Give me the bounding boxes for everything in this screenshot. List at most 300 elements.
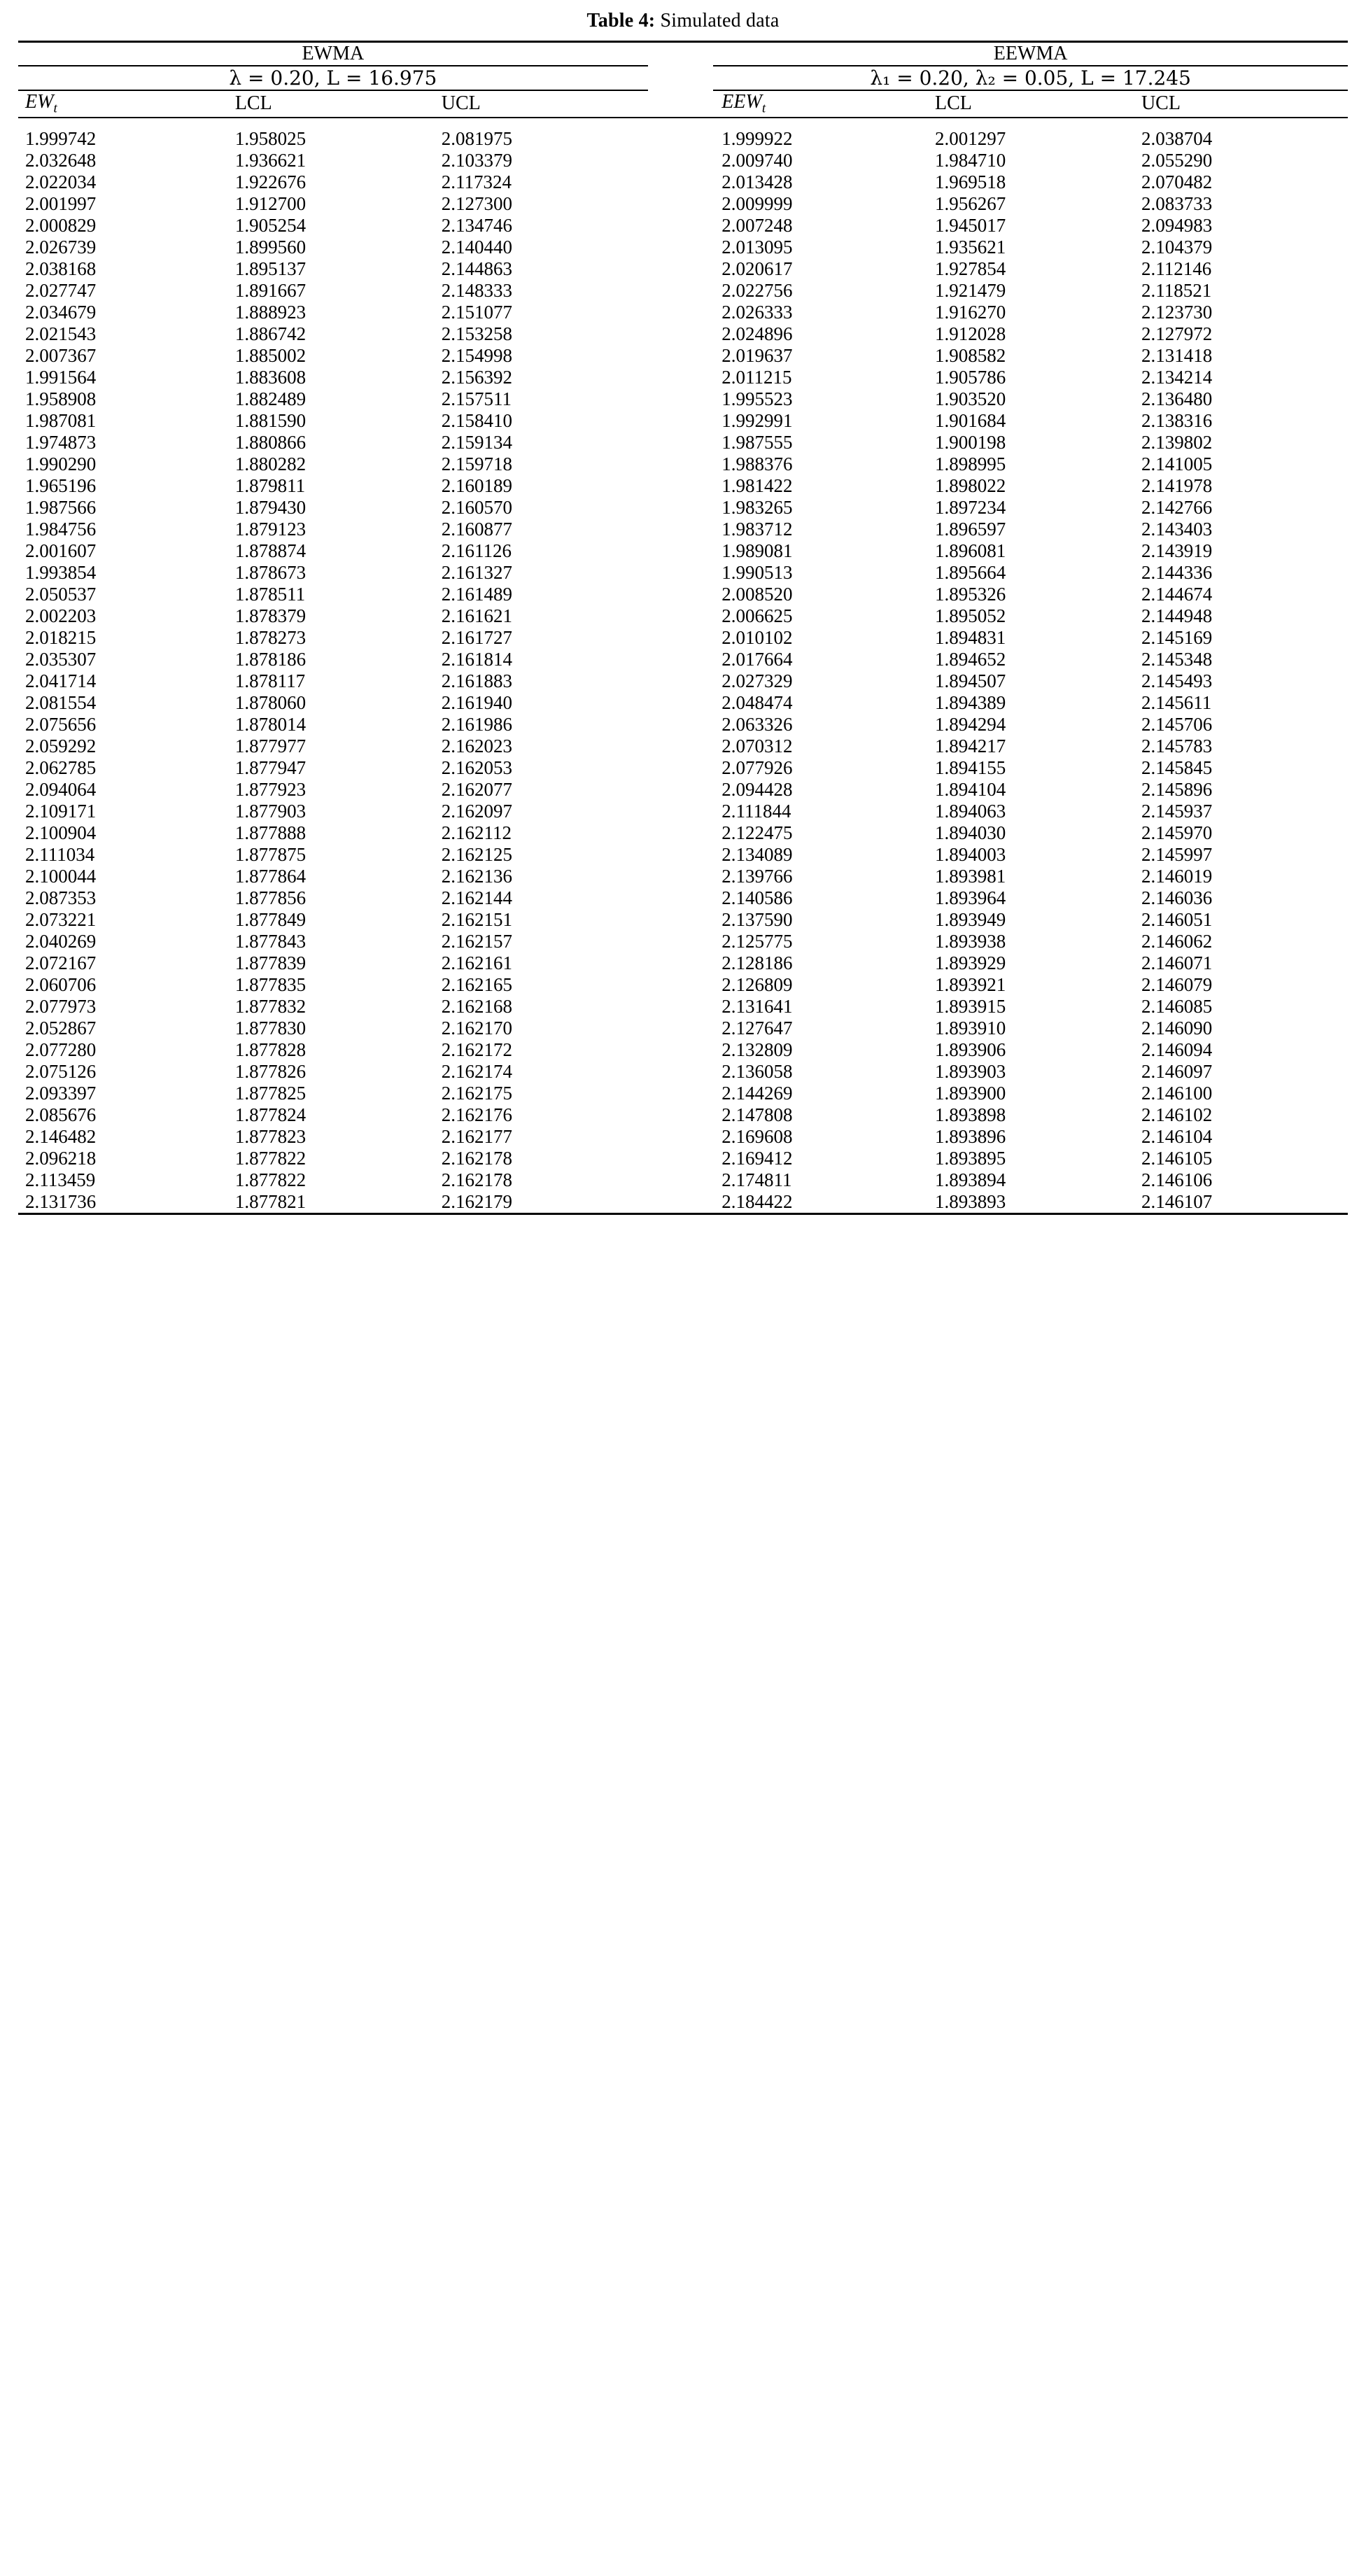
table-cell: 1.999742 [25,127,97,149]
table-cell: 2.145970 [1141,822,1213,843]
table-cell: 2.059292 [25,735,97,756]
table-cell: 2.134746 [441,214,513,236]
table-cell: 2.184422 [713,1191,935,1214]
table-cell: 1.878273 [234,626,307,648]
table-cell: 2.162176 [441,1104,513,1125]
table-cell: 1.969518 [935,171,1006,192]
table-cell: 2.077926 [721,756,793,778]
row-gap-cell [648,866,714,887]
table-cell: 1.893903 [935,1060,1006,1082]
table-cell: 2.001297 [935,127,1006,149]
table-row [18,844,1348,866]
table-cell: 1.877828 [234,1039,307,1060]
table-row [18,497,1348,519]
table-cell: 2.000829 [25,214,97,236]
table-cell: 1.877823 [234,1125,307,1147]
table-cell: 2.070482 [1141,171,1213,192]
row-gap-cell [648,519,714,540]
table-cell: 2.007367 [25,344,97,366]
table-cell: 1.891667 [234,279,307,301]
table-row [18,280,1348,302]
table-cell: 1.916270 [935,301,1006,323]
table-row [18,171,1348,193]
row-gap-cell [648,996,714,1018]
table-row [18,1039,1348,1061]
table-cell: 2.118521 [1141,279,1212,301]
row-gap-cell [648,475,714,497]
row-gap-cell [648,909,714,931]
simulated-data-table [18,41,1348,1215]
column-header-ewt-sub: t [53,101,57,116]
table-cell: 2.162178 [441,1169,513,1190]
row-gap-cell [648,150,714,171]
table-cell: 2.145169 [1141,626,1213,648]
column-header-ewt [18,90,235,118]
table-cell: 2.131418 [1141,344,1213,366]
table-cell: 1.879811 [234,474,306,496]
table-caption [18,10,1348,32]
table-cell: 2.160877 [441,518,513,540]
column-header-eewt [713,90,935,118]
table-cell: 1.893938 [935,930,1006,952]
table-cell: 2.111844 [721,800,791,822]
row-gap-cell [648,1018,714,1039]
table-cell: 1.987555 [721,431,793,453]
table-cell: 2.075656 [25,713,97,735]
row-gap-cell [648,714,714,736]
table-cell: 2.140440 [441,236,513,258]
table-cell: 1.893910 [935,1017,1006,1039]
table-cell: 1.877822 [234,1169,307,1190]
table-cell: 2.144674 [1141,583,1213,605]
table-cell: 1.878379 [234,605,307,626]
table-row [18,627,1348,649]
table-cell: 1.896597 [935,518,1006,540]
table-cell: 1.893915 [935,995,1006,1017]
table-cell: 2.022756 [721,279,793,301]
table-cell: 1.987081 [25,409,97,431]
table-cell: 2.009999 [721,192,793,214]
table-cell: 2.094064 [25,778,97,800]
table-cell: 2.145706 [1141,713,1213,735]
table-row [18,150,1348,171]
table-row [18,323,1348,345]
table-cell: 2.145348 [1141,648,1213,670]
table-cell: 1.877835 [234,973,307,995]
table-cell: 1.897234 [935,496,1006,518]
table-row [18,1061,1348,1083]
table-cell: 1.905254 [234,214,307,236]
table-cell: 1.912028 [935,323,1006,344]
table-cell: 2.100904 [25,822,97,843]
column-header-lcl-right: LCL [935,90,1141,118]
table-cell: 2.139766 [721,865,793,887]
table-cell: 2.026333 [721,301,793,323]
row-gap-cell [648,1126,714,1148]
params-right: λ₁ = 0.20, λ₂ = 0.05, L = 17.245 [713,66,1348,90]
table-cell: 1.984710 [935,149,1006,171]
row-gap-cell [648,1191,714,1214]
table-row [18,605,1348,627]
table-cell: 1.878874 [234,540,307,561]
row-gap-cell [648,118,714,150]
table-cell: 2.146106 [1141,1169,1213,1190]
table-cell: 2.146097 [1141,1060,1213,1082]
table-cell: 2.062785 [25,756,97,778]
table-cell: 2.161814 [441,648,513,670]
table-cell: 1.895137 [234,258,307,279]
row-gap-cell [648,1083,714,1104]
caption-text: Simulated data [660,10,780,31]
table-cell: 1.877864 [234,865,307,887]
table-row [18,952,1348,974]
table-cell: 2.019637 [721,344,793,366]
table-row [18,1191,1348,1214]
table-cell: 2.127972 [1141,323,1213,344]
table-cell: 2.010102 [721,626,793,648]
table-cell: 1.877875 [234,843,307,865]
table-cell: 2.017664 [721,648,793,670]
table-cell: 2.093397 [25,1082,97,1104]
table-cell: 2.162136 [441,865,513,887]
table-cell: 2.162077 [441,778,513,800]
table-cell: 1.974873 [25,431,97,453]
table-cell: 1.898022 [935,474,1006,496]
table-cell: 2.144863 [441,258,513,279]
table-row [18,345,1348,367]
row-gap-cell [648,367,714,388]
table-cell: 1.922676 [234,171,307,192]
table-row [18,302,1348,323]
table-cell: 2.162174 [441,1060,513,1082]
row-gap-cell [648,280,714,302]
table-cell: 2.001997 [25,192,97,214]
table-cell: 1.901684 [935,409,1006,431]
table-cell: 1.877977 [234,735,307,756]
table-row [18,193,1348,215]
table-cell: 2.146102 [1141,1104,1213,1125]
table-cell: 2.018215 [25,626,97,648]
table-cell: 2.161126 [441,540,512,561]
table-cell: 1.894063 [935,800,1006,822]
table-row [18,866,1348,887]
table-cell: 2.162157 [441,930,513,952]
table-cell: 1.877824 [234,1104,307,1125]
table-cell: 2.146107 [1141,1191,1348,1214]
table-cell: 2.087353 [25,887,97,908]
table-cell: 1.886742 [234,323,307,344]
table-cell: 2.144948 [1141,605,1213,626]
table-cell: 1.883608 [234,366,307,388]
table-cell: 1.894831 [935,626,1006,648]
table-cell: 2.160570 [441,496,513,518]
table-cell: 2.007248 [721,214,793,236]
table-cell: 2.140586 [721,887,793,908]
table-cell: 1.912700 [234,192,307,214]
table-row [18,822,1348,844]
table-cell: 1.984756 [25,518,97,540]
table-cell: 2.035307 [25,648,97,670]
table-cell: 2.060706 [25,973,97,995]
row-gap-cell [648,1061,714,1083]
table-cell: 1.894507 [935,670,1006,691]
table-cell: 2.131736 [18,1191,235,1214]
row-gap-cell [648,757,714,779]
table-row [18,1018,1348,1039]
table-cell: 1.894294 [935,713,1006,735]
table-cell: 1.877888 [234,822,307,843]
table-cell: 2.143403 [1141,518,1213,540]
table-cell: 2.109171 [25,800,97,822]
table-row [18,1148,1348,1169]
table-cell: 2.146071 [1141,952,1213,973]
table-cell: 1.878060 [234,691,307,713]
table-cell: 1.905786 [935,366,1006,388]
table-cell: 2.169412 [721,1147,793,1169]
table-cell: 2.162161 [441,952,513,973]
table-row [18,909,1348,931]
table-cell: 2.139802 [1141,431,1213,453]
table-cell: 1.893921 [935,973,1006,995]
table-cell: 1.983265 [721,496,793,518]
table-row [18,779,1348,801]
table-cell: 1.877826 [234,1060,307,1082]
row-gap-cell [648,345,714,367]
table-cell: 1.900198 [935,431,1006,453]
row-gap-cell [648,171,714,193]
table-cell: 2.145783 [1141,735,1213,756]
table-cell: 2.157511 [441,388,512,409]
table-row [18,931,1348,952]
table-cell: 1.882489 [234,388,307,409]
table-cell: 2.113459 [25,1169,96,1190]
table-cell: 2.146482 [25,1125,97,1147]
table-cell: 2.038168 [25,258,97,279]
column-header-eewt-label: EEW [721,91,762,113]
table-cell: 1.894003 [935,843,1006,865]
table-cell: 2.050537 [25,583,97,605]
table-cell: 2.063326 [721,713,793,735]
row-gap-cell [648,388,714,410]
column-header-row [18,90,1348,118]
table-row [18,453,1348,475]
table-cell: 1.878511 [234,583,306,605]
table-cell: 2.127647 [721,1017,793,1039]
group-gap [648,42,714,66]
table-row [18,540,1348,562]
table-cell: 1.893900 [935,1082,1006,1104]
table-cell: 1.881590 [234,409,307,431]
table-cell: 2.009740 [721,149,793,171]
table-row [18,974,1348,996]
table-cell: 1.893896 [935,1125,1006,1147]
table-cell: 2.143919 [1141,540,1213,561]
table-cell: 1.877947 [234,756,307,778]
table-cell: 1.990290 [25,453,97,474]
table-cell: 2.156392 [441,366,513,388]
table-cell: 1.990513 [721,561,793,583]
table-cell: 2.147808 [721,1104,793,1125]
table-cell: 2.162144 [441,887,513,908]
table-row [18,432,1348,453]
table-cell: 2.148333 [441,279,513,301]
table-cell: 2.161727 [441,626,513,648]
table-cell: 1.878673 [234,561,307,583]
table-cell: 2.083733 [1141,192,1213,214]
table-cell: 2.145896 [1141,778,1213,800]
params-gap [648,66,714,90]
row-gap-cell [648,931,714,952]
table-cell: 1.898995 [935,453,1006,474]
table-cell: 2.077973 [25,995,97,1017]
row-gap-cell [648,1148,714,1169]
table-cell: 2.141978 [1141,474,1213,496]
table-cell: 2.100044 [25,865,97,887]
table-cell: 2.073221 [25,908,97,930]
table-cell: 1.893894 [935,1169,1006,1190]
table-cell: 2.162170 [441,1017,513,1039]
table-cell: 2.137590 [721,908,793,930]
table-cell: 2.134089 [721,843,793,865]
table-cell: 1.877923 [234,778,307,800]
table-cell: 2.027747 [25,279,97,301]
table-cell: 1.885002 [234,344,307,366]
row-gap-cell [648,779,714,801]
table-cell: 2.122475 [721,822,793,843]
table-cell: 2.112146 [1141,258,1212,279]
row-gap-cell [648,649,714,670]
table-cell: 1.878014 [234,713,307,735]
table-cell: 2.094428 [721,778,793,800]
row-gap-cell [648,1104,714,1126]
table-cell: 2.144269 [721,1082,793,1104]
row-gap-cell [648,584,714,605]
table-row [18,584,1348,605]
table-cell: 2.026739 [25,236,97,258]
table-cell: 1.999922 [721,127,793,149]
table-row [18,388,1348,410]
group-header-left: EWMA [18,42,648,66]
table-cell: 2.162151 [441,908,513,930]
table-cell: 1.880866 [234,431,307,453]
table-cell: 2.145493 [1141,670,1213,691]
table-cell: 2.032648 [25,149,97,171]
row-gap-cell [648,627,714,649]
table-cell: 1.893906 [935,1039,1006,1060]
table-cell: 1.877856 [234,887,307,908]
row-gap-cell [648,1039,714,1061]
table-cell: 1.983712 [721,518,793,540]
table-cell: 2.125775 [721,930,793,952]
table-cell: 1.879430 [234,496,307,518]
table-cell: 2.145997 [1141,843,1213,865]
table-cell: 2.145937 [1141,800,1213,822]
table-row [18,1169,1348,1191]
table-cell: 1.894155 [935,756,1006,778]
table-row [18,258,1348,280]
table-row [18,1083,1348,1104]
table-cell: 2.162179 [442,1191,648,1214]
column-header-lcl-left: LCL [235,90,442,118]
row-gap-cell [648,801,714,822]
table-cell: 1.908582 [935,344,1006,366]
table-cell: 2.174811 [721,1169,792,1190]
table-cell: 2.020617 [721,258,793,279]
group-header-right: EEWMA [713,42,1348,66]
table-cell: 2.162097 [441,800,513,822]
table-cell: 1.893898 [935,1104,1006,1125]
table-cell: 2.145845 [1141,756,1213,778]
table-cell: 2.162165 [441,973,513,995]
table-cell: 2.134214 [1141,366,1213,388]
table-cell: 1.988376 [721,453,793,474]
table-cell: 2.146085 [1141,995,1213,1017]
table-cell: 1.895326 [935,583,1006,605]
table-cell: 1.877839 [234,952,307,973]
table-cell: 1.956267 [935,192,1006,214]
table-row [18,410,1348,432]
row-gap-cell [648,258,714,280]
table-cell: 2.008520 [721,583,793,605]
table-cell: 2.146036 [1141,887,1213,908]
table-cell: 2.161986 [441,713,513,735]
row-gap-cell [648,193,714,215]
table-row [18,714,1348,736]
table-cell: 2.146019 [1141,865,1213,887]
table-cell: 2.145611 [1141,691,1212,713]
table-cell: 2.138316 [1141,409,1213,431]
row-gap-cell [648,497,714,519]
table-cell: 1.927854 [935,258,1006,279]
table-row [18,1104,1348,1126]
table-cell: 1.993854 [25,561,97,583]
row-gap-cell [648,974,714,996]
table-cell: 1.878117 [234,670,306,691]
table-cell: 2.075126 [25,1060,97,1082]
column-header-eewt-sub: t [761,101,766,116]
row-gap-cell [648,410,714,432]
table-cell: 1.991564 [25,366,97,388]
table-cell: 1.878186 [234,648,307,670]
table-cell: 1.921479 [935,279,1006,301]
table-cell: 2.022034 [25,171,97,192]
table-cell: 2.038704 [1141,127,1213,149]
table-row [18,475,1348,497]
table-cell: 1.877822 [234,1147,307,1169]
table-cell: 2.141005 [1141,453,1213,474]
table-row [18,1126,1348,1148]
table-row [18,519,1348,540]
table-cell: 1.992991 [721,409,793,431]
table-cell: 2.158410 [441,409,513,431]
table-row [18,757,1348,779]
table-cell: 2.070312 [721,735,793,756]
table-row [18,215,1348,237]
table-cell: 2.006625 [721,605,793,626]
table-row [18,367,1348,388]
table-cell: 1.877825 [234,1082,307,1104]
table-cell: 2.052867 [25,1017,97,1039]
column-header-ucl-right: UCL [1141,90,1348,118]
table-cell: 2.131641 [721,995,793,1017]
table-cell: 2.146079 [1141,973,1213,995]
table-cell: 1.893981 [935,865,1006,887]
table-cell: 1.888923 [234,301,307,323]
table-cell: 1.899560 [234,236,307,258]
row-gap-cell [648,432,714,453]
table-cell: 2.154998 [441,344,513,366]
table-cell: 2.013428 [721,171,793,192]
